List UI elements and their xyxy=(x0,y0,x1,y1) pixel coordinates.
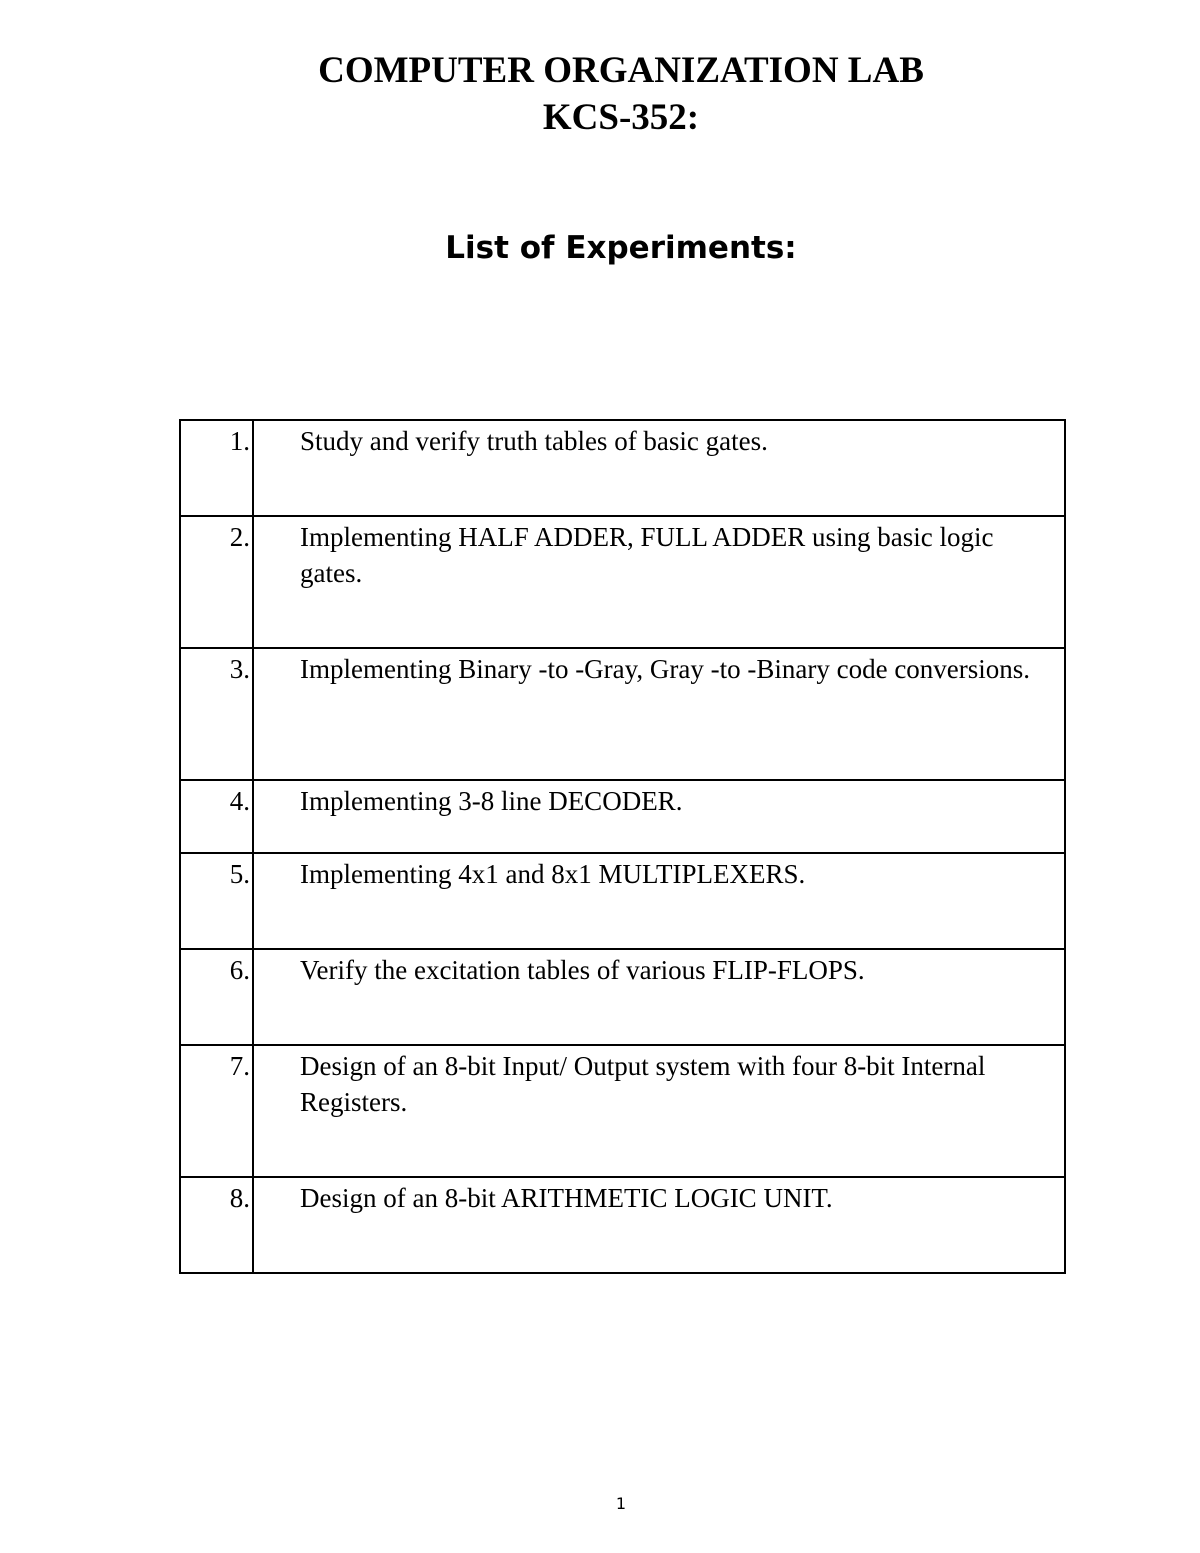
experiments-heading: List of Experiments: xyxy=(445,230,797,266)
experiment-description: Implementing Binary -to -Gray, Gray -to -Binary code conversions. xyxy=(253,648,1065,780)
experiment-number: 8. xyxy=(180,1177,253,1273)
experiment-number: 5. xyxy=(180,853,253,949)
experiment-row xyxy=(180,949,1065,1045)
experiment-description: Study and verify truth tables of basic gates. xyxy=(253,420,1065,516)
experiment-number: 1. xyxy=(180,420,253,516)
course-code: KCS-352: xyxy=(542,97,700,138)
experiment-description: Design of an 8-bit ARITHMETIC LOGIC UNIT. xyxy=(253,1177,1065,1273)
page-number: 1 xyxy=(615,1494,627,1513)
experiment-row xyxy=(180,516,1065,648)
experiment-description: Verify the excitation tables of various FLIP-FLOPS. xyxy=(253,949,1065,1045)
experiment-row xyxy=(180,1177,1065,1273)
experiment-description: Implementing HALF ADDER, FULL ADDER using basic logic gates. xyxy=(253,516,1065,648)
experiment-row xyxy=(180,780,1065,853)
experiment-number: 3. xyxy=(180,648,253,780)
experiment-number: 2. xyxy=(180,516,253,648)
experiments-table xyxy=(179,419,1066,1274)
experiment-description: Implementing 3-8 line DECODER. xyxy=(253,780,1065,853)
experiment-description: Design of an 8-bit Input/ Output system with four 8-bit Internal Registers. xyxy=(253,1045,1065,1177)
experiment-number: 7. xyxy=(180,1045,253,1177)
experiment-row xyxy=(180,1045,1065,1177)
experiment-description: Implementing 4x1 and 8x1 MULTIPLEXERS. xyxy=(253,853,1065,949)
experiment-row xyxy=(180,648,1065,780)
document-title: COMPUTER ORGANIZATION LAB xyxy=(318,50,924,91)
experiment-number: 6. xyxy=(180,949,253,1045)
experiment-number: 4. xyxy=(180,780,253,853)
experiment-row xyxy=(180,853,1065,949)
experiment-row xyxy=(180,420,1065,516)
